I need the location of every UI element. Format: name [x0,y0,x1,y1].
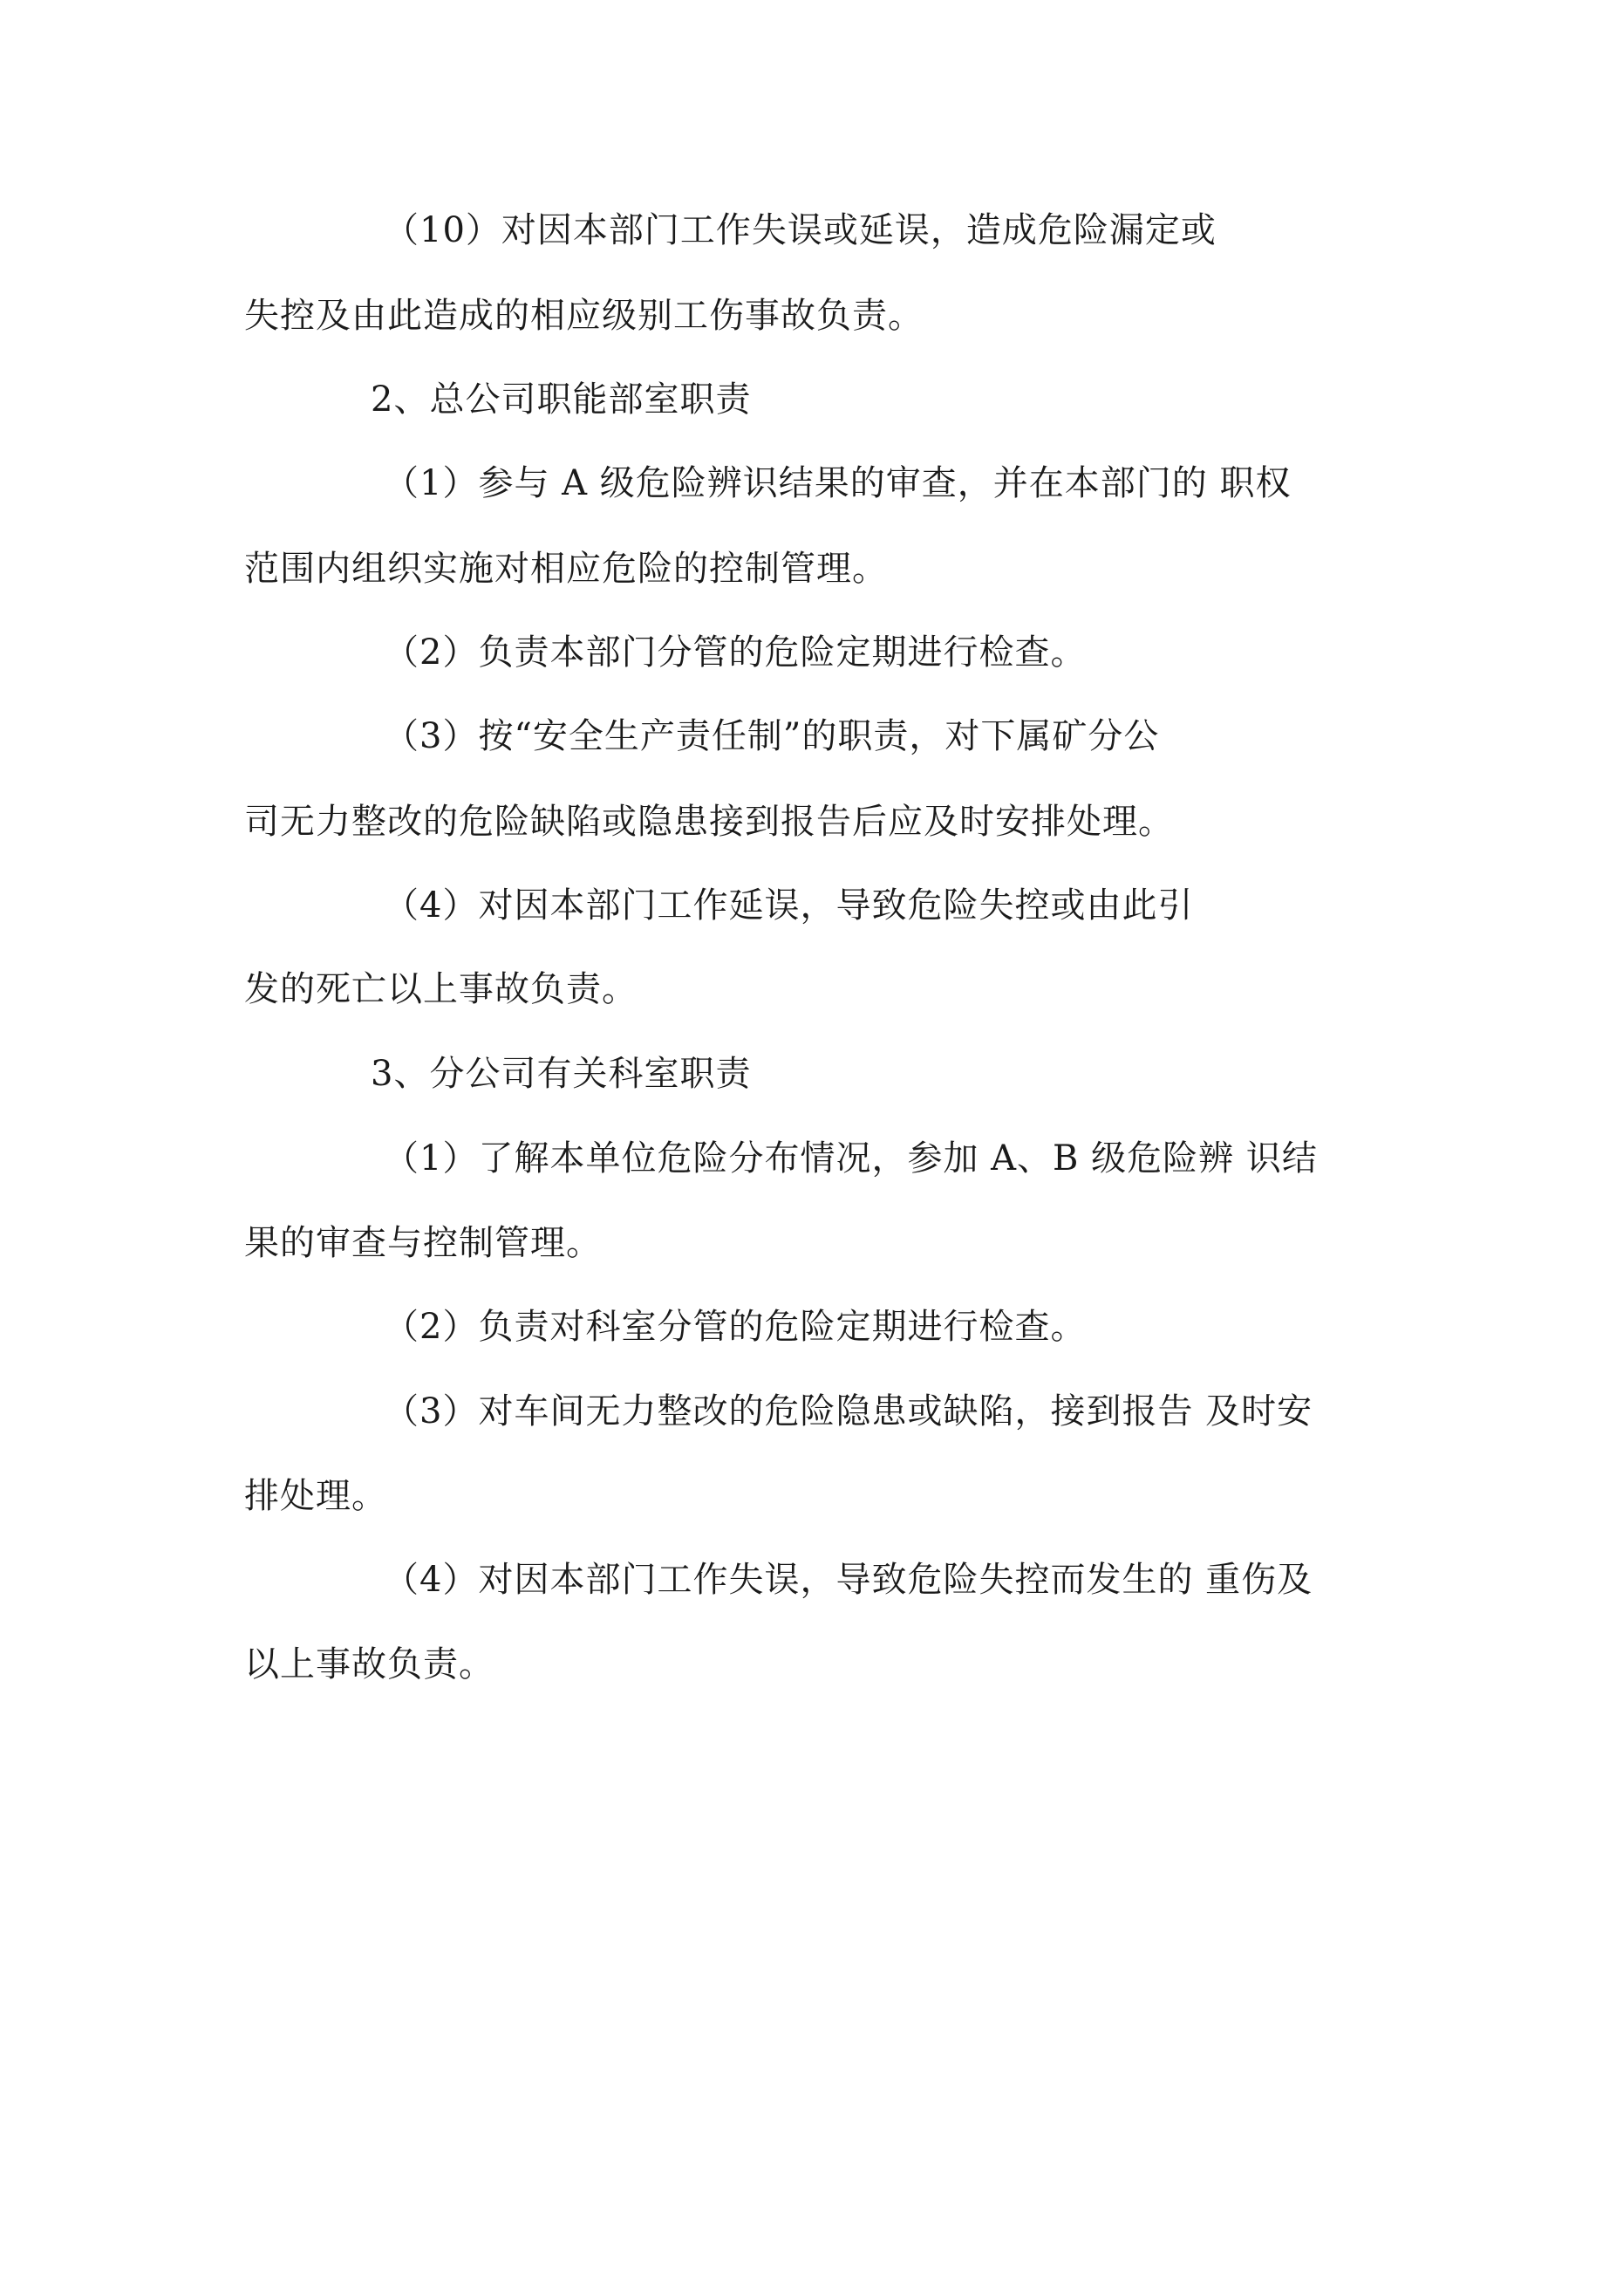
paragraph-line: （2）负责对科室分管的危险定期进行检查。 [384,1307,1087,1347]
paragraph-line: （3）对车间无力整改的危险隐患或缺陷，接到报告 及时安 [384,1391,1313,1432]
paragraph-line: 发的死亡以上事故负责。 [244,969,638,1009]
section-heading: 2、总公司职能部室职责 [371,379,752,420]
paragraph-line: 失控及由此造成的相应级别工伤事故负责。 [244,296,924,336]
paragraph-line: （1）了解本单位危险分布情况，参加 A、B 级危险辨 识结 [384,1138,1318,1179]
section-heading: 3、分公司有关科室职责 [371,1054,752,1094]
paragraph-line: （1）参与 A 级危险辨识结果的审查，并在本部门的 职权 [384,463,1292,503]
paragraph-line: 果的审查与控制管理。 [244,1223,602,1263]
paragraph-line: （2）负责本部门分管的危险定期进行检查。 [384,632,1087,673]
paragraph-line: 范围内组织实施对相应危险的控制管理。 [244,549,888,589]
paragraph-line: （4）对因本部门工作延误，导致危险失控或由此引 [384,885,1194,926]
paragraph-line: 以上事故负责。 [244,1644,494,1684]
paragraph-line: （4）对因本部门工作失误，导致危险失控而发生的 重伤及 [384,1560,1313,1600]
paragraph-line: （3）按“安全生产责任制”的职责，对下属矿分公 [384,716,1160,756]
paragraph-line: （10）对因本部门工作失误或延误，造成危险漏定或 [384,210,1217,250]
paragraph-line: 排处理。 [244,1476,387,1516]
paragraph-line: 司无力整改的危险缺陷或隐患接到报告后应及时安排处理。 [244,802,1174,842]
